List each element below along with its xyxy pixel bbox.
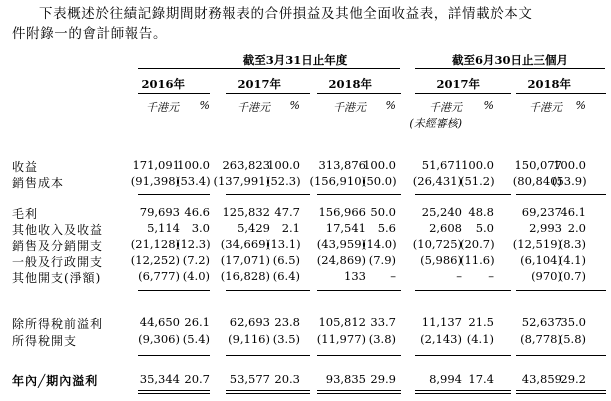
amount-cell: 125,832 bbox=[222, 205, 270, 219]
unit-pct: % bbox=[385, 99, 396, 112]
amount-cell: (6,777) bbox=[138, 269, 180, 283]
row-label: 收益 bbox=[12, 160, 39, 174]
table-row bbox=[0, 205, 611, 222]
unit-amount: 千港元 bbox=[333, 101, 366, 114]
subtotal-rule bbox=[516, 290, 606, 291]
percent-cell: 20.7 bbox=[184, 372, 210, 386]
percent-cell: (8.3) bbox=[558, 237, 586, 251]
amount-cell: 25,240 bbox=[421, 205, 462, 219]
year-rule bbox=[226, 93, 310, 94]
amount-cell: 51,671 bbox=[421, 158, 462, 172]
unaudited-note: (未經審核) bbox=[409, 117, 462, 130]
amount-cell: (10,725) bbox=[412, 237, 462, 251]
table-row bbox=[0, 253, 611, 270]
percent-cell: 100.0 bbox=[553, 158, 586, 172]
amount-cell: (9,306) bbox=[138, 332, 180, 346]
percent-cell: (3.8) bbox=[368, 332, 396, 346]
percent-cell: (3.5) bbox=[272, 332, 300, 346]
amount-cell: 171,091 bbox=[132, 158, 180, 172]
unit-pct: % bbox=[483, 99, 494, 112]
percent-cell: 29.9 bbox=[370, 372, 396, 386]
percent-cell: (12.3) bbox=[176, 237, 211, 251]
total-double-rule bbox=[317, 390, 401, 394]
subtotal-rule bbox=[317, 355, 401, 356]
percent-cell: (4.0) bbox=[182, 269, 210, 283]
amount-cell: 8,994 bbox=[429, 372, 462, 386]
year-header: 2018年 bbox=[527, 77, 571, 91]
year-rule bbox=[516, 93, 606, 94]
group-header-rule bbox=[138, 68, 400, 69]
amount-cell: (6,104) bbox=[520, 253, 562, 267]
amount-cell: 43,859 bbox=[521, 372, 562, 386]
percent-cell: – bbox=[390, 269, 396, 283]
percent-cell: 17.4 bbox=[468, 372, 494, 386]
amount-cell: (11,977) bbox=[316, 332, 366, 346]
amount-cell: 133 bbox=[344, 269, 366, 283]
percent-cell: 100.0 bbox=[267, 158, 300, 172]
amount-cell: (21,128) bbox=[130, 237, 180, 251]
percent-cell: (53.9) bbox=[552, 174, 587, 188]
amount-cell: (2,143) bbox=[420, 332, 462, 346]
percent-cell: 100.0 bbox=[177, 158, 210, 172]
subtotal-rule bbox=[317, 194, 401, 195]
amount-cell: (17,071) bbox=[220, 253, 270, 267]
amount-cell: (12,252) bbox=[130, 253, 180, 267]
year-rule bbox=[138, 93, 210, 94]
subtotal-rule bbox=[138, 355, 210, 356]
total-double-rule bbox=[138, 390, 210, 394]
row-label: 銷售及分銷開支 bbox=[12, 239, 104, 253]
subtotal-rule bbox=[226, 355, 310, 356]
percent-cell: 46.1 bbox=[560, 205, 586, 219]
group-header-rule bbox=[415, 68, 605, 69]
amount-cell: 79,693 bbox=[139, 205, 180, 219]
subtotal-rule bbox=[516, 194, 606, 195]
percent-cell: 35.0 bbox=[560, 315, 586, 329]
percent-cell: 46.6 bbox=[184, 205, 210, 219]
percent-cell: – bbox=[488, 269, 494, 283]
amount-cell: – bbox=[456, 269, 462, 283]
amount-cell: (43,959) bbox=[316, 237, 366, 251]
row-label: 毛利 bbox=[12, 207, 39, 221]
amount-cell: (9,116) bbox=[228, 332, 270, 346]
group-header-quarters: 截至6月30日止三個月 bbox=[451, 53, 568, 67]
percent-cell: 23.8 bbox=[274, 315, 300, 329]
amount-cell: (26,431) bbox=[412, 174, 462, 188]
percent-cell: 5.0 bbox=[475, 221, 494, 235]
amount-cell: 35,344 bbox=[139, 372, 180, 386]
subtotal-rule bbox=[226, 290, 310, 291]
percent-cell: 2.0 bbox=[567, 221, 586, 235]
year-rule bbox=[317, 93, 401, 94]
unit-amount: 千港元 bbox=[237, 101, 270, 114]
amount-cell: 2,608 bbox=[429, 221, 462, 235]
year-header: 2017年 bbox=[436, 77, 480, 91]
percent-cell: (51.2) bbox=[460, 174, 495, 188]
amount-cell: 93,835 bbox=[325, 372, 366, 386]
amount-cell: (5,986) bbox=[420, 253, 462, 267]
amount-cell: (80,840) bbox=[512, 174, 562, 188]
unit-pct: % bbox=[289, 99, 300, 112]
amount-cell: 11,137 bbox=[421, 315, 462, 329]
amount-cell: 313,876 bbox=[318, 158, 366, 172]
percent-cell: (6.4) bbox=[272, 269, 300, 283]
amount-cell: 2,993 bbox=[529, 221, 562, 235]
subtotal-rule bbox=[317, 290, 401, 291]
percent-cell: 26.1 bbox=[184, 315, 210, 329]
percent-cell: 21.5 bbox=[468, 315, 494, 329]
percent-cell: (52.3) bbox=[266, 174, 301, 188]
percent-cell: 47.7 bbox=[274, 205, 300, 219]
row-label: 年內╱期內溢利 bbox=[12, 374, 99, 388]
table-row bbox=[0, 332, 611, 349]
percent-cell: 2.1 bbox=[281, 221, 300, 235]
amount-cell: 150,077 bbox=[514, 158, 562, 172]
unit-amount: 千港元 bbox=[429, 101, 462, 114]
amount-cell: 62,693 bbox=[229, 315, 270, 329]
percent-cell: (0.7) bbox=[558, 269, 586, 283]
subtotal-rule bbox=[226, 194, 310, 195]
percent-cell: 20.3 bbox=[274, 372, 300, 386]
total-double-rule bbox=[415, 390, 511, 394]
amount-cell: (24,869) bbox=[316, 253, 366, 267]
total-double-rule bbox=[226, 390, 310, 394]
unit-amount: 千港元 bbox=[146, 101, 179, 114]
intro-paragraph bbox=[12, 4, 604, 44]
table-row bbox=[0, 269, 611, 286]
amount-cell: 17,541 bbox=[325, 221, 366, 235]
amount-cell: (156,910) bbox=[309, 174, 366, 188]
row-label: 一般及行政開支 bbox=[12, 255, 104, 269]
subtotal-rule bbox=[138, 290, 210, 291]
amount-cell: (970) bbox=[531, 269, 562, 283]
unit-pct: % bbox=[575, 99, 586, 112]
amount-cell: (91,398) bbox=[130, 174, 180, 188]
table-row bbox=[0, 315, 611, 332]
table-row bbox=[0, 174, 611, 191]
subtotal-rule bbox=[415, 194, 511, 195]
amount-cell: 105,812 bbox=[318, 315, 366, 329]
row-label: 其他開支(淨額) bbox=[12, 271, 102, 285]
amount-cell: (16,828) bbox=[220, 269, 270, 283]
percent-cell: (4.1) bbox=[466, 332, 494, 346]
group-header-fiscal-years: 截至3月31日止年度 bbox=[242, 53, 348, 67]
percent-cell: 100.0 bbox=[363, 158, 396, 172]
table-row bbox=[0, 237, 611, 254]
amount-cell: (12,519) bbox=[512, 237, 562, 251]
percent-cell: (50.0) bbox=[362, 174, 397, 188]
table-row bbox=[0, 158, 611, 175]
percent-cell: 33.7 bbox=[370, 315, 396, 329]
year-header: 2016年 bbox=[141, 77, 185, 91]
amount-cell: 5,114 bbox=[147, 221, 180, 235]
subtotal-rule bbox=[138, 194, 210, 195]
percent-cell: (7.2) bbox=[182, 253, 210, 267]
percent-cell: 5.6 bbox=[377, 221, 396, 235]
subtotal-rule bbox=[415, 290, 511, 291]
percent-cell: (6.5) bbox=[272, 253, 300, 267]
amount-cell: 53,577 bbox=[229, 372, 270, 386]
intro-line-1: 下表概述於往績記錄期間財務報表的合併損益及其他全面收益表，詳情載於本文 bbox=[39, 6, 533, 22]
amount-cell: 156,966 bbox=[318, 205, 366, 219]
percent-cell: (53.4) bbox=[176, 174, 211, 188]
row-label: 銷售成本 bbox=[12, 176, 65, 190]
amount-cell: 69,237 bbox=[521, 205, 562, 219]
percent-cell: 29.2 bbox=[560, 372, 586, 386]
unit-pct: % bbox=[199, 99, 210, 112]
unit-amount: 千港元 bbox=[529, 101, 562, 114]
percent-cell: (11.6) bbox=[460, 253, 495, 267]
amount-cell: (34,669) bbox=[220, 237, 270, 251]
subtotal-rule bbox=[415, 355, 511, 356]
amount-cell: (8,778) bbox=[520, 332, 562, 346]
row-label: 所得稅開支 bbox=[12, 334, 78, 348]
percent-cell: (7.9) bbox=[368, 253, 396, 267]
amount-cell: 44,650 bbox=[139, 315, 180, 329]
percent-cell: 50.0 bbox=[370, 205, 396, 219]
amount-cell: 263,823 bbox=[222, 158, 270, 172]
year-header: 2017年 bbox=[237, 77, 281, 91]
percent-cell: (20.7) bbox=[460, 237, 495, 251]
table-row bbox=[0, 221, 611, 238]
table-row bbox=[0, 372, 611, 389]
percent-cell: (4.1) bbox=[558, 253, 586, 267]
percent-cell: (5.8) bbox=[558, 332, 586, 346]
percent-cell: (14.0) bbox=[362, 237, 397, 251]
row-label: 其他收入及收益 bbox=[12, 223, 104, 237]
percent-cell: 3.0 bbox=[191, 221, 210, 235]
amount-cell: 52,637 bbox=[521, 315, 562, 329]
percent-cell: 100.0 bbox=[461, 158, 494, 172]
year-header: 2018年 bbox=[328, 77, 372, 91]
percent-cell: 48.8 bbox=[468, 205, 494, 219]
total-double-rule bbox=[516, 390, 606, 394]
row-label: 除所得稅前溢利 bbox=[12, 317, 104, 331]
percent-cell: (13.1) bbox=[266, 237, 301, 251]
amount-cell: 5,429 bbox=[237, 221, 270, 235]
year-rule bbox=[415, 93, 511, 94]
subtotal-rule bbox=[516, 355, 606, 356]
amount-cell: (137,991) bbox=[213, 174, 270, 188]
percent-cell: (5.4) bbox=[182, 332, 210, 346]
intro-line-2: 件附錄一的會計師報告。 bbox=[12, 26, 168, 42]
